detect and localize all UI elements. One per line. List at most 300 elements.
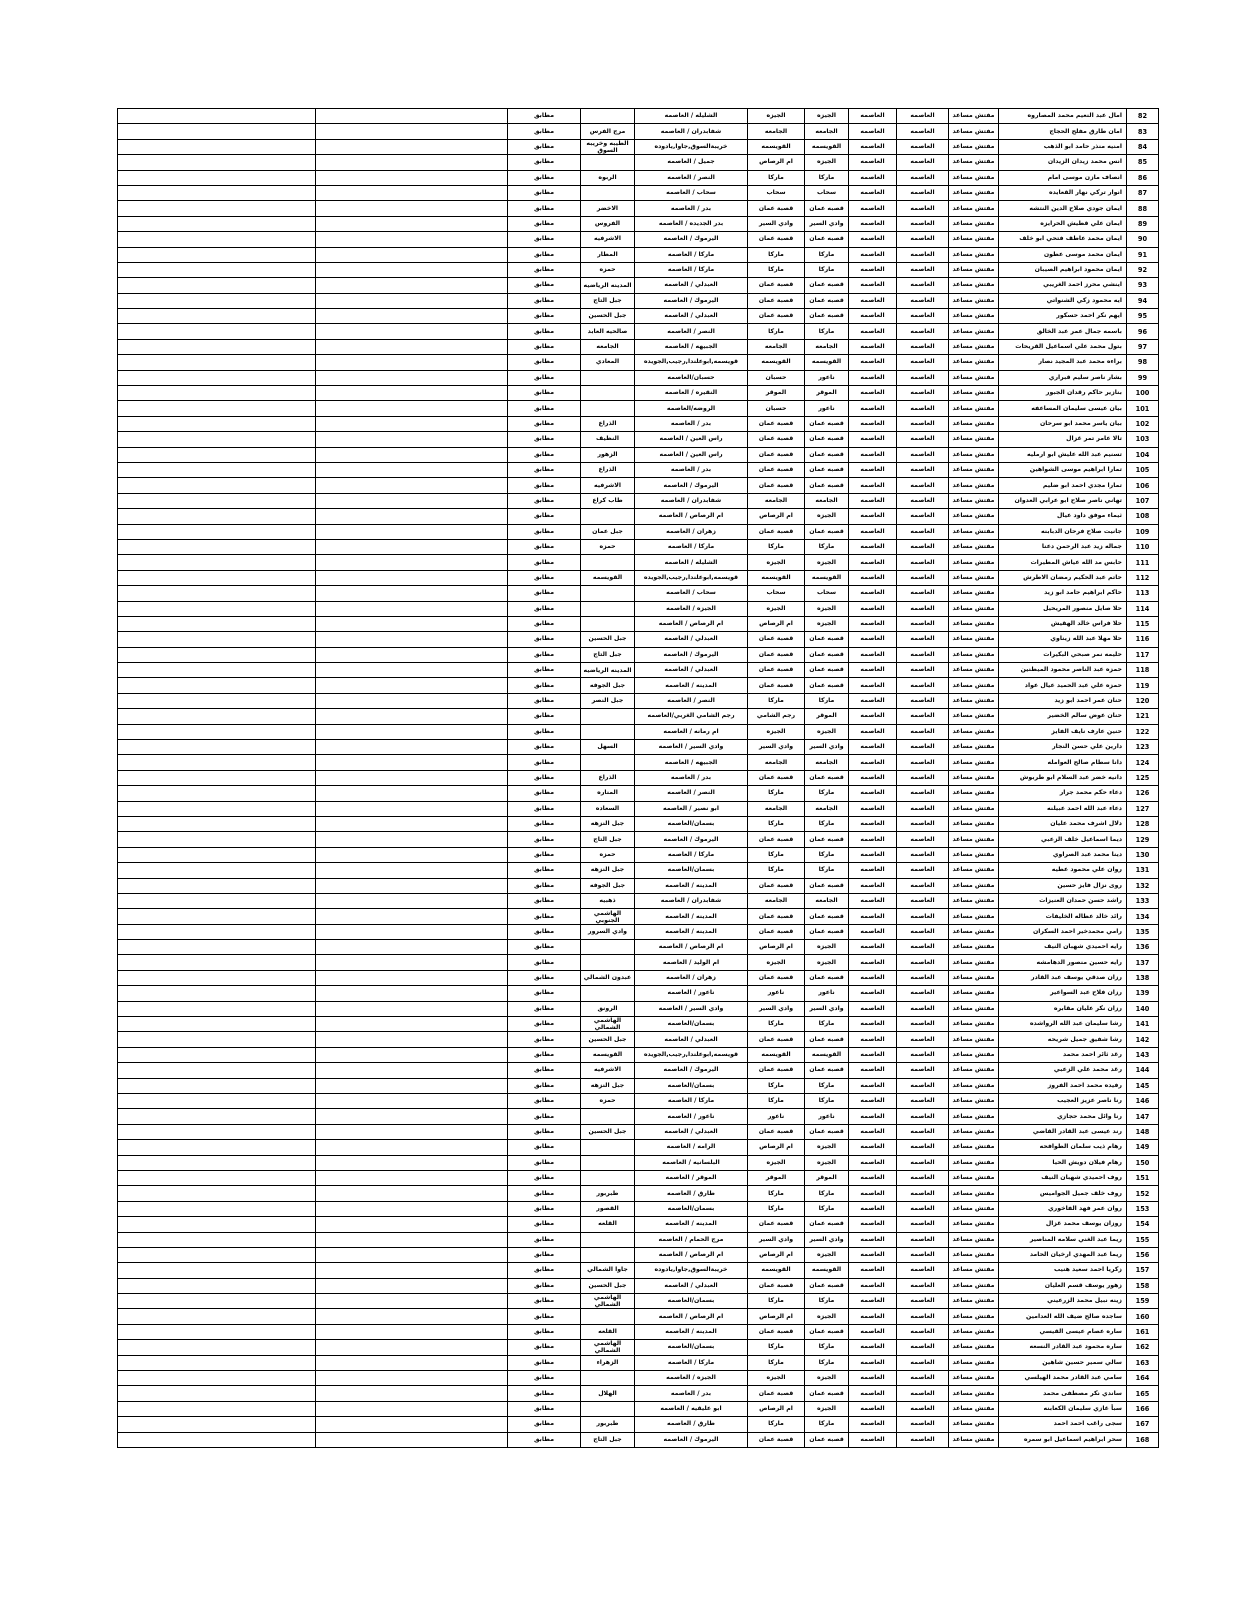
remarks-cell — [316, 740, 508, 755]
table-row — [118, 1078, 1159, 1093]
job-title-cell: مفتش مساعد — [949, 1386, 999, 1401]
job-title-cell: مفتش مساعد — [949, 416, 999, 431]
area-cell: زهران / العاصمه — [635, 970, 748, 985]
status-cell: مطابق — [508, 170, 581, 185]
directorate-cell: وادي السير — [805, 740, 849, 755]
directorate-cell: وادي السير — [805, 216, 849, 231]
region-cell: العاصمه — [849, 893, 897, 908]
remarks-cell — [316, 909, 508, 924]
job-title-cell: مفتش مساعد — [949, 1232, 999, 1247]
employee-name-cell: بيان ياسر محمد ابو سرحان — [999, 416, 1127, 431]
directorate-cell: الجيزه — [805, 724, 849, 739]
region-cell: العاصمه — [849, 940, 897, 955]
district-cell: ماركا — [748, 1294, 805, 1309]
status-cell: مطابق — [508, 1186, 581, 1201]
row-number-cell: 115 — [1127, 616, 1159, 631]
employee-name-cell: سامي عبد القادر محمد الهيلسي — [999, 1371, 1127, 1386]
area-cell: بسمان/العاصمه — [635, 863, 748, 878]
employee-name-cell: رايه احميدي شهبان النيف — [999, 940, 1127, 955]
row-number-cell: 158 — [1127, 1278, 1159, 1293]
job-title-cell: مفتش مساعد — [949, 339, 999, 354]
job-title-cell: مفتش مساعد — [949, 1355, 999, 1370]
directorate-cell: الجامعه — [805, 801, 849, 816]
job-title-cell: مفتش مساعد — [949, 616, 999, 631]
governorate-cell: العاصمه — [897, 1294, 949, 1309]
notes-cell — [118, 493, 316, 508]
district-cell: القويسمه — [748, 355, 805, 370]
area-cell: وادي السير / العاصمه — [635, 1001, 748, 1016]
remarks-cell — [316, 401, 508, 416]
status-cell: مطابق — [508, 339, 581, 354]
remarks-cell — [316, 416, 508, 431]
directorate-cell: الجيزه — [805, 109, 849, 124]
employee-name-cell: انس محمد زيدان الزيدان — [999, 155, 1127, 170]
table-row — [118, 278, 1159, 293]
locality-cell — [581, 555, 635, 570]
notes-cell — [118, 1094, 316, 1109]
status-cell: مطابق — [508, 909, 581, 924]
row-number-cell: 98 — [1127, 355, 1159, 370]
table-row — [118, 355, 1159, 370]
job-title-cell: مفتش مساعد — [949, 1324, 999, 1339]
row-number-cell: 139 — [1127, 986, 1159, 1001]
row-number-cell: 104 — [1127, 447, 1159, 462]
district-cell: سحاب — [748, 185, 805, 200]
locality-cell: النظيف — [581, 432, 635, 447]
row-number-cell: 154 — [1127, 1217, 1159, 1232]
table-row — [118, 986, 1159, 1001]
employee-name-cell: زهور يوسف قسم العليان — [999, 1278, 1127, 1293]
region-cell: العاصمه — [849, 601, 897, 616]
notes-cell — [118, 1417, 316, 1432]
table-row — [118, 478, 1159, 493]
region-cell: العاصمه — [849, 770, 897, 785]
area-cell: شفابدران / العاصمه — [635, 124, 748, 139]
region-cell: العاصمه — [849, 1170, 897, 1185]
remarks-cell — [316, 1432, 508, 1447]
status-cell: مطابق — [508, 1047, 581, 1062]
remarks-cell — [316, 432, 508, 447]
governorate-cell: العاصمه — [897, 1417, 949, 1432]
notes-cell — [118, 109, 316, 124]
area-cell: اليرموك / العاصمه — [635, 232, 748, 247]
district-cell: سحاب — [748, 586, 805, 601]
status-cell: مطابق — [508, 416, 581, 431]
employee-name-cell: رشا شفيق جميل شريحه — [999, 1032, 1127, 1047]
directorate-cell: ماركا — [805, 262, 849, 277]
remarks-cell — [316, 1201, 508, 1216]
governorate-cell: العاصمه — [897, 832, 949, 847]
remarks-cell — [316, 509, 508, 524]
row-number-cell: 82 — [1127, 109, 1159, 124]
notes-cell — [118, 647, 316, 662]
row-number-cell: 137 — [1127, 955, 1159, 970]
region-cell: العاصمه — [849, 878, 897, 893]
region-cell: العاصمه — [849, 447, 897, 462]
row-number-cell: 114 — [1127, 601, 1159, 616]
status-cell: مطابق — [508, 1170, 581, 1185]
row-number-cell: 155 — [1127, 1232, 1159, 1247]
governorate-cell: العاصمه — [897, 893, 949, 908]
area-cell: بدر / العاصمه — [635, 462, 748, 477]
district-cell: القويسمه — [748, 1263, 805, 1278]
table-row — [118, 216, 1159, 231]
job-title-cell: مفتش مساعد — [949, 1247, 999, 1262]
directorate-cell: الجيزه — [805, 1371, 849, 1386]
job-title-cell: مفتش مساعد — [949, 155, 999, 170]
row-number-cell: 105 — [1127, 462, 1159, 477]
employee-name-cell: ايمان علي قطيش الحرايزه — [999, 216, 1127, 231]
notes-cell — [118, 339, 316, 354]
status-cell: مطابق — [508, 401, 581, 416]
district-cell: ماركا — [748, 1186, 805, 1201]
notes-cell — [118, 878, 316, 893]
status-cell: مطابق — [508, 201, 581, 216]
row-number-cell: 100 — [1127, 386, 1159, 401]
status-cell: مطابق — [508, 1094, 581, 1109]
district-cell: ام الرصاص — [748, 509, 805, 524]
governorate-cell: العاصمه — [897, 1432, 949, 1447]
governorate-cell: العاصمه — [897, 755, 949, 770]
notes-cell — [118, 247, 316, 262]
employee-name-cell: تمارا ابراهيم موسى الشواهين — [999, 462, 1127, 477]
governorate-cell: العاصمه — [897, 1094, 949, 1109]
status-cell: مطابق — [508, 293, 581, 308]
locality-cell — [581, 1109, 635, 1124]
area-cell: ابو عليقيه / العاصمه — [635, 1401, 748, 1416]
notes-cell — [118, 185, 316, 200]
governorate-cell: العاصمه — [897, 786, 949, 801]
table-row — [118, 893, 1159, 908]
directorate-cell: الجيزه — [805, 1401, 849, 1416]
employee-name-cell: ساجده صالح ضيف الله العدامين — [999, 1309, 1127, 1324]
region-cell: العاصمه — [849, 909, 897, 924]
locality-cell: جبل عمان — [581, 524, 635, 539]
job-title-cell: مفتش مساعد — [949, 232, 999, 247]
area-cell: النصر / العاصمه — [635, 170, 748, 185]
district-cell: رجم الشامي — [748, 709, 805, 724]
job-title-cell: مفتش مساعد — [949, 201, 999, 216]
job-title-cell: مفتش مساعد — [949, 432, 999, 447]
row-number-cell: 168 — [1127, 1432, 1159, 1447]
employee-name-cell: روان علي محمود عطيه — [999, 863, 1127, 878]
directorate-cell: قصبه عمان — [805, 1032, 849, 1047]
status-cell: مطابق — [508, 1324, 581, 1339]
area-cell: طارق / العاصمه — [635, 1417, 748, 1432]
locality-cell: القويسمه — [581, 570, 635, 585]
job-title-cell: مفتش مساعد — [949, 1124, 999, 1139]
table-row — [118, 1355, 1159, 1370]
governorate-cell: العاصمه — [897, 432, 949, 447]
row-number-cell: 90 — [1127, 232, 1159, 247]
region-cell: العاصمه — [849, 801, 897, 816]
status-cell: مطابق — [508, 324, 581, 339]
area-cell: بدر الجديده / العاصمه — [635, 216, 748, 231]
row-number-cell: 117 — [1127, 647, 1159, 662]
region-cell: العاصمه — [849, 232, 897, 247]
directorate-cell: الموقر — [805, 1170, 849, 1185]
governorate-cell: العاصمه — [897, 124, 949, 139]
locality-cell: الذراع — [581, 462, 635, 477]
directorate-cell: الجيزه — [805, 555, 849, 570]
notes-cell — [118, 586, 316, 601]
region-cell: العاصمه — [849, 755, 897, 770]
directorate-cell: ماركا — [805, 1201, 849, 1216]
job-title-cell: مفتش مساعد — [949, 663, 999, 678]
region-cell: العاصمه — [849, 1186, 897, 1201]
remarks-cell — [316, 616, 508, 631]
directorate-cell: ماركا — [805, 1017, 849, 1032]
table-row — [118, 709, 1159, 724]
notes-cell — [118, 740, 316, 755]
status-cell: مطابق — [508, 478, 581, 493]
area-cell: النصر / العاصمه — [635, 324, 748, 339]
region-cell: العاصمه — [849, 1047, 897, 1062]
locality-cell: صالحيه العابد — [581, 324, 635, 339]
locality-cell — [581, 601, 635, 616]
directorate-cell: القويسمه — [805, 139, 849, 154]
status-cell: مطابق — [508, 1017, 581, 1032]
area-cell: الرامه / العاصمه — [635, 1140, 748, 1155]
region-cell: العاصمه — [849, 370, 897, 385]
remarks-cell — [316, 986, 508, 1001]
governorate-cell: العاصمه — [897, 1017, 949, 1032]
area-cell: جميل / العاصمه — [635, 155, 748, 170]
governorate-cell: العاصمه — [897, 555, 949, 570]
employee-name-cell: سحر ابراهيم اسماعيل ابو سمره — [999, 1432, 1127, 1447]
locality-cell: الهاشمي الشمالي — [581, 1294, 635, 1309]
notes-cell — [118, 893, 316, 908]
governorate-cell: العاصمه — [897, 493, 949, 508]
region-cell: العاصمه — [849, 832, 897, 847]
status-cell: مطابق — [508, 493, 581, 508]
notes-cell — [118, 663, 316, 678]
locality-cell: الذراع — [581, 770, 635, 785]
region-cell: العاصمه — [849, 724, 897, 739]
region-cell: العاصمه — [849, 478, 897, 493]
governorate-cell: العاصمه — [897, 940, 949, 955]
district-cell: قصبة عمان — [748, 1217, 805, 1232]
area-cell: اليرموك / العاصمه — [635, 478, 748, 493]
region-cell: العاصمه — [849, 1217, 897, 1232]
area-cell: العبدلي / العاصمه — [635, 663, 748, 678]
region-cell: العاصمه — [849, 1109, 897, 1124]
notes-cell — [118, 847, 316, 862]
locality-cell: مرج الفرس — [581, 124, 635, 139]
job-title-cell: مفتش مساعد — [949, 216, 999, 231]
region-cell: العاصمه — [849, 1201, 897, 1216]
locality-cell — [581, 586, 635, 601]
governorate-cell: العاصمه — [897, 1047, 949, 1062]
area-cell: زهران / العاصمه — [635, 524, 748, 539]
notes-cell — [118, 940, 316, 955]
locality-cell: جبل التاج — [581, 647, 635, 662]
governorate-cell: العاصمه — [897, 478, 949, 493]
area-cell: النصر / العاصمه — [635, 693, 748, 708]
employee-name-cell: انصاف مازن موسى امام — [999, 170, 1127, 185]
district-cell: قصبة عمان — [748, 1032, 805, 1047]
status-cell: مطابق — [508, 924, 581, 939]
notes-cell — [118, 1124, 316, 1139]
notes-cell — [118, 309, 316, 324]
area-cell: بسمان/العاصمه — [635, 1201, 748, 1216]
directorate-cell: القويسمه — [805, 1047, 849, 1062]
row-number-cell: 95 — [1127, 309, 1159, 324]
notes-cell — [118, 1155, 316, 1170]
employee-name-cell: ساره محمود عبد القادر النسعه — [999, 1340, 1127, 1355]
district-cell: ماركا — [748, 1094, 805, 1109]
governorate-cell: العاصمه — [897, 801, 949, 816]
directorate-cell: قصبه عمان — [805, 663, 849, 678]
employee-name-cell: جانيت صلاح فرحان الدبابنه — [999, 524, 1127, 539]
table-row — [118, 1294, 1159, 1309]
region-cell: العاصمه — [849, 462, 897, 477]
area-cell: بسمان/العاصمه — [635, 816, 748, 831]
area-cell: ماركا / العاصمه — [635, 847, 748, 862]
area-cell: شفابدران / العاصمه — [635, 493, 748, 508]
locality-cell: السهل — [581, 740, 635, 755]
governorate-cell: العاصمه — [897, 1170, 949, 1185]
area-cell: بسمان/العاصمه — [635, 1017, 748, 1032]
area-cell: ماركا / العاصمه — [635, 1355, 748, 1370]
job-title-cell: مفتش مساعد — [949, 893, 999, 908]
area-cell: شفابدران / العاصمه — [635, 893, 748, 908]
employee-name-cell: حلا صايل منصور المريحيل — [999, 601, 1127, 616]
status-cell: مطابق — [508, 278, 581, 293]
employee-name-cell: رهام ذيب سلمان الطوافحه — [999, 1140, 1127, 1155]
district-cell: ماركا — [748, 170, 805, 185]
table-row — [118, 970, 1159, 985]
district-cell: ماركا — [748, 324, 805, 339]
remarks-cell — [316, 1001, 508, 1016]
job-title-cell: مفتش مساعد — [949, 601, 999, 616]
remarks-cell — [316, 1170, 508, 1185]
job-title-cell: مفتش مساعد — [949, 970, 999, 985]
region-cell: العاصمه — [849, 1278, 897, 1293]
table-row — [118, 155, 1159, 170]
area-cell: العبدلي / العاصمه — [635, 1278, 748, 1293]
table-row — [118, 801, 1159, 816]
district-cell: قصبة عمان — [748, 232, 805, 247]
district-cell: الجيزه — [748, 1371, 805, 1386]
table-row — [118, 1432, 1159, 1447]
row-number-cell: 151 — [1127, 1170, 1159, 1185]
governorate-cell: العاصمه — [897, 1001, 949, 1016]
employee-name-cell: دعاء حكم محمد جرار — [999, 786, 1127, 801]
locality-cell — [581, 155, 635, 170]
area-cell: رجم الشامي الغربي/العاصمه — [635, 709, 748, 724]
status-cell: مطابق — [508, 1140, 581, 1155]
row-number-cell: 138 — [1127, 970, 1159, 985]
governorate-cell: العاصمه — [897, 863, 949, 878]
district-cell: قصبة عمان — [748, 416, 805, 431]
employee-name-cell: امال عبد النعيم محمد المصاروه — [999, 109, 1127, 124]
region-cell: العاصمه — [849, 493, 897, 508]
notes-cell — [118, 786, 316, 801]
job-title-cell: مفتش مساعد — [949, 293, 999, 308]
governorate-cell: العاصمه — [897, 109, 949, 124]
row-number-cell: 164 — [1127, 1371, 1159, 1386]
region-cell: العاصمه — [849, 1371, 897, 1386]
region-cell: العاصمه — [849, 432, 897, 447]
district-cell: الجامعه — [748, 493, 805, 508]
locality-cell — [581, 1232, 635, 1247]
district-cell: قصبة عمان — [748, 832, 805, 847]
region-cell: العاصمه — [849, 170, 897, 185]
locality-cell: جبل التاج — [581, 293, 635, 308]
directorate-cell: ماركا — [805, 247, 849, 262]
job-title-cell: مفتش مساعد — [949, 1017, 999, 1032]
directorate-cell: قصبه عمان — [805, 878, 849, 893]
directorate-cell: وادي السير — [805, 1232, 849, 1247]
district-cell: قصبة عمان — [748, 1386, 805, 1401]
job-title-cell: مفتش مساعد — [949, 1001, 999, 1016]
notes-cell — [118, 1017, 316, 1032]
region-cell: العاصمه — [849, 262, 897, 277]
region-cell: العاصمه — [849, 663, 897, 678]
district-cell: الجيزه — [748, 601, 805, 616]
directorate-cell: قصبه عمان — [805, 278, 849, 293]
district-cell: الجيزه — [748, 1155, 805, 1170]
row-number-cell: 93 — [1127, 278, 1159, 293]
remarks-cell — [316, 816, 508, 831]
row-number-cell: 113 — [1127, 586, 1159, 601]
area-cell: قويسمه,ابوعلندا,رجيب,الجويده — [635, 570, 748, 585]
table-row — [118, 1063, 1159, 1078]
area-cell: العبدلي / العاصمه — [635, 1124, 748, 1139]
area-cell: بدر / العاصمه — [635, 416, 748, 431]
table-row — [118, 632, 1159, 647]
locality-cell: جبل التاج — [581, 1432, 635, 1447]
status-cell: مطابق — [508, 185, 581, 200]
remarks-cell — [316, 155, 508, 170]
table-row — [118, 139, 1159, 154]
governorate-cell: العاصمه — [897, 447, 949, 462]
locality-cell: الذراع — [581, 416, 635, 431]
district-cell: قصبة عمان — [748, 632, 805, 647]
region-cell: العاصمه — [849, 863, 897, 878]
remarks-cell — [316, 462, 508, 477]
status-cell: مطابق — [508, 1417, 581, 1432]
row-number-cell: 150 — [1127, 1155, 1159, 1170]
row-number-cell: 131 — [1127, 863, 1159, 878]
table-row — [118, 386, 1159, 401]
governorate-cell: العاصمه — [897, 970, 949, 985]
governorate-cell: العاصمه — [897, 401, 949, 416]
governorate-cell: العاصمه — [897, 616, 949, 631]
job-title-cell: مفتش مساعد — [949, 1201, 999, 1216]
status-cell: مطابق — [508, 124, 581, 139]
locality-cell — [581, 185, 635, 200]
area-cell: ابو نصير / العاصمه — [635, 801, 748, 816]
remarks-cell — [316, 447, 508, 462]
governorate-cell: العاصمه — [897, 1032, 949, 1047]
table-row — [118, 1094, 1159, 1109]
locality-cell — [581, 1247, 635, 1262]
employee-name-cell: رنا ناصر عزيز العجيب — [999, 1094, 1127, 1109]
status-cell: مطابق — [508, 216, 581, 231]
employee-name-cell: روف خلف جميل الجواميس — [999, 1186, 1127, 1201]
locality-cell — [581, 109, 635, 124]
remarks-cell — [316, 755, 508, 770]
notes-cell — [118, 386, 316, 401]
directorate-cell: الجيزه — [805, 1247, 849, 1262]
table-row — [118, 416, 1159, 431]
employee-name-cell: ايمان محمد موسى عطون — [999, 247, 1127, 262]
governorate-cell: العاصمه — [897, 1124, 949, 1139]
locality-cell: الربوه — [581, 170, 635, 185]
job-title-cell: مفتش مساعد — [949, 262, 999, 277]
